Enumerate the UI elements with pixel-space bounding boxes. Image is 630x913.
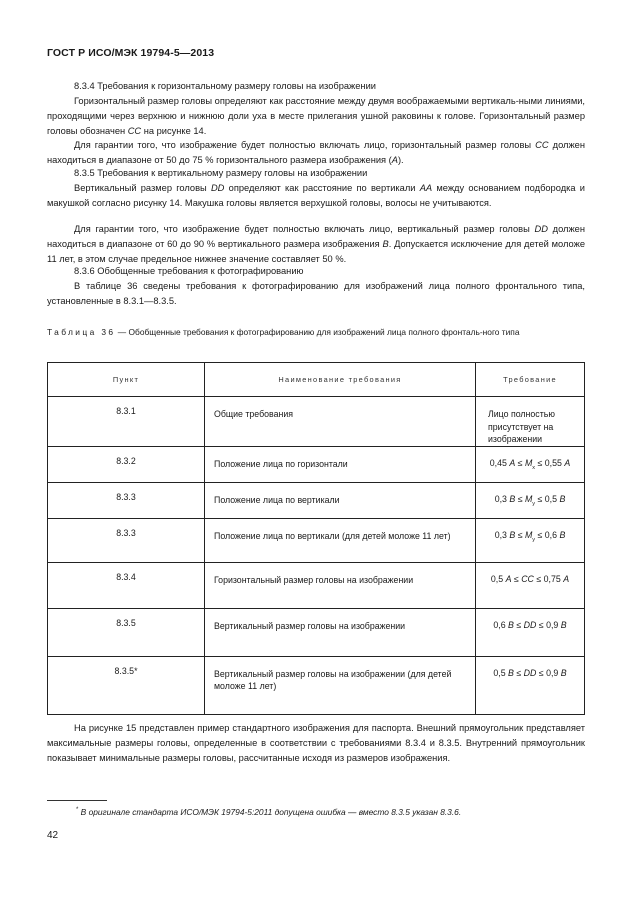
table-row — [48, 608, 585, 656]
formula-dd-children: 0,5 B ≤ DD ≤ 0,9 B — [493, 667, 567, 678]
section-heading-8-3-5: 8.3.5 Требования к вертикальному размеру головы на изображении — [74, 168, 368, 178]
paragraph-figure-15: На рисунке 15 представлен пример стандартного изображения для паспорта. Внешний прямоугольник представляет максимальные размеры головы, определенные в соответствии с требованиями 8.3.4 и 8.3.5. Внутренний прямоугольник показывает минимальные размеры головы, рассчитанные исходя из размеров изображения. — [47, 723, 585, 763]
page-number: 42 — [47, 830, 59, 841]
cell-item: 8.3.4 — [48, 562, 205, 608]
cell-name: Горизонтальный размер головы на изображении — [205, 562, 476, 608]
table-row — [48, 518, 585, 562]
paragraph-head-height-definition: Вертикальный размер головы DD определяют как расстояние по вертикали AA между основанием подбородка и макушкой согласно рисунку 14. Макушка головы является верхушкой головы, волосы не учитываются. — [47, 183, 586, 208]
table-caption: Таблица 36 — Обобщенные требования к фотографированию для изображений лица полного фронталь-ного типа — [47, 327, 520, 337]
cell-name: Положение лица по вертикали — [205, 482, 476, 518]
table-row — [48, 482, 585, 518]
cell-requirement — [476, 446, 585, 482]
cell-requirement — [476, 482, 585, 518]
table-row — [48, 562, 585, 608]
cell-name: Положение лица по горизонтали — [205, 446, 476, 482]
paragraph-head-width-range: Для гарантии того, что изображение будет полностью включать лицо, горизонтальный размер головы CC должен находиться в диапазоне от 50 до 75 % горизонтального размера изображения (A). — [47, 140, 585, 165]
paragraph-head-width-definition: Горизонтальный размер головы определяют как расстояние между двумя воображаемыми вертикаль-ными линиями, проходящими через верхнюю и нижнюю доли уха в месте прилегания ушной раковины к голове. Горизонтальный размер головы обозначен CC на рисунке 14. — [47, 96, 585, 136]
cell-item: 8.3.3 — [48, 518, 205, 562]
formula-dd: 0,6 B ≤ DD ≤ 0,9 B — [493, 619, 567, 630]
cell-name: Вертикальный размер головы на изображении — [205, 608, 476, 656]
footnote-divider — [47, 800, 107, 801]
section-heading-8-3-6: 8.3.6 Обобщенные требования к фотографированию — [74, 266, 304, 276]
paragraph-table-intro: В таблице 36 сведены требования к фотографированию для изображений лица полного фронтального типа, установленные в 8.3.1—8.3.5. — [47, 281, 585, 306]
cell-item: 8.3.5* — [48, 656, 205, 714]
formula-cc: 0,5 A ≤ CC ≤ 0,75 A — [490, 573, 570, 584]
table-row — [48, 446, 585, 482]
cell-name: Положение лица по вертикали (для детей моложе 11 лет) — [205, 518, 476, 562]
cell-requirement — [476, 518, 585, 562]
cell-requirement — [476, 562, 585, 608]
header-requirement-name: Наименование требования — [205, 363, 476, 397]
paragraph-head-height-range: Для гарантии того, что изображение будет полностью включать лицо, вертикальный размер головы DD должен находиться в диапазоне от 60 до 90 % вертикального размера изображения B. Допускается исключение для детей моложе 11 лет, в этом случае предельное нижнее значение составляет 50 %. — [47, 224, 585, 264]
formula-my: 0,3 $B \le M_y \le 0,5$ B — [494, 493, 566, 507]
table-row — [48, 656, 585, 714]
section-heading-8-3-4: 8.3.4 Требования к горизонтальному размеру головы на изображении — [74, 81, 376, 91]
cell-item: 8.3.2 — [48, 446, 205, 482]
cell-name: Вертикальный размер головы на изображении (для детей моложе 11 лет) — [205, 656, 476, 714]
table-header-row — [48, 363, 585, 397]
table-row — [48, 397, 585, 447]
formula-mx: 0,45 $A \le M_x \le 0,55$ A — [489, 457, 571, 471]
cell-requirement — [476, 608, 585, 656]
formula-my-children: 0,3 $B \le M_y \le 0,6$ B — [494, 529, 566, 543]
header-requirement: Требование — [476, 363, 585, 397]
cell-requirement — [476, 656, 585, 714]
requirements-table — [47, 362, 585, 715]
cell-item: 8.3.5 — [48, 608, 205, 656]
footnote: * В оригинале стандарта ИСО/МЭК 19794-5:2011 допущена ошибка — вместо 8.3.5 указан 8.3.6. — [76, 807, 462, 817]
cell-item: 8.3.3 — [48, 482, 205, 518]
header-item: Пункт — [48, 363, 205, 397]
cell-item: 8.3.1 — [48, 397, 205, 447]
cell-requirement: Лицо полностью присутствует на изображении — [476, 397, 585, 447]
cell-name: Общие требования — [205, 397, 476, 447]
document-header: ГОСТ Р ИСО/МЭК 19794-5—2013 — [47, 47, 215, 59]
